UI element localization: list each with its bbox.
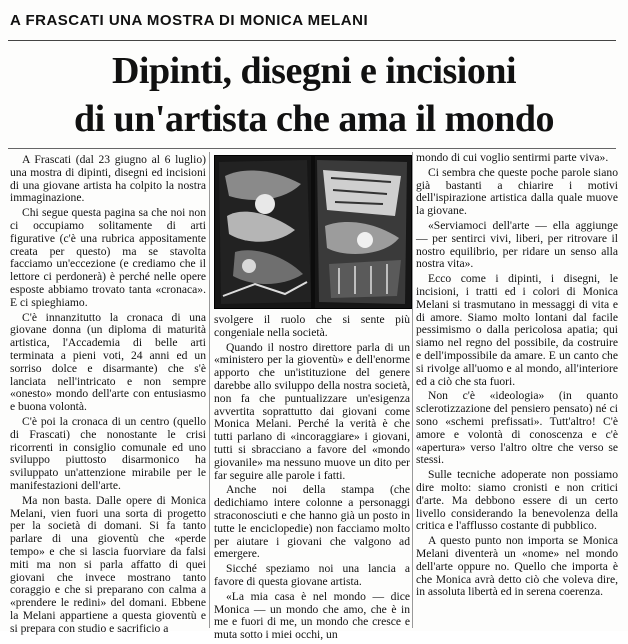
paragraph: Ma non basta. Dalle opere di Monica Melani, vien fuori una sorta di progetto per la società di domani. Si fa tanto parlare di una gioventù che «perde tempo» e che si lascia fuorviare da falsi miti ma non si parla affatto di quei giovani che invece mostrano tanto coraggio e che si preparano con calma a «prendere le redini» del domani. Ebbene la Melani appartiene a questa gioventù e si prepara con studio e sacrificio a <box>10 493 206 635</box>
paragraph: mondo di cui voglio sentirmi parte viva». <box>416 151 609 164</box>
kicker: A FRASCATI UNA MOSTRA DI MONICA MELANI <box>10 12 369 29</box>
paragraph: Sulle tecniche adoperate non possiamo dire molto: siamo cronisti e non critici d'arte. Ma debbono essere di un certo livello considerando la benevolenza della critica e l'afflusso costante di pubblico. <box>416 468 618 533</box>
abstract-artwork-icon <box>215 156 411 308</box>
paragraph: Ecco come i dipinti, i disegni, le incisioni, i tratti ed i colori di Monica Melani si trasmutano in messaggi di vita e di amore. Siamo molto lontani dal facile pessimismo o dalla pericolosa apatia; qui siamo nel regno del possibile, da costruire e dell'impossibile da amare. E un canto che si rivolge all'uomo e al mondo, all'interiore ed a ciò che sta fuori. <box>416 272 618 388</box>
paragraph: A Frascati (dal 23 giugno al 6 luglio) una mostra di dipinti, disegni ed incisioni di una giovane artista ha colpito la nostra immaginazione. <box>10 153 206 205</box>
paragraph: Non c'è «ideologia» (in quanto sclerotizzazione del pensiero pensato) né ci sono «schemi prefissati». Tutt'altro! C'è amore e volontà di conoscenza e c'è «apertura» verso l'altro oltre che verso se stessi. <box>416 389 618 467</box>
artwork-image <box>214 155 412 309</box>
paragraph: Sicché speziamo noi una lancia a favore di questa giovane artista. <box>214 562 410 588</box>
column-divider <box>209 152 210 628</box>
article-column-3 <box>416 152 618 601</box>
paragraph: A questo punto non importa se Monica Melani diventerà un «nome» nel mondo dell'arte oppure no. Quello che importa è che Monica avrà detto ciò che voleva dire, in assoluta libertà ed in serena coerenza. <box>416 534 618 599</box>
headline-line-1: Dipinti, disegni e incisioni <box>111 50 517 92</box>
headline-rule <box>8 148 616 149</box>
headline-line-2: di un'artista che ama il mondo <box>73 98 555 140</box>
article-column-2 <box>214 314 410 644</box>
paragraph: «La mia casa è nel mondo — dice Monica — un mondo che amo, che è in me e fuori di me, un mondo che cresce e muta sotto i miei occhi, un <box>214 589 410 642</box>
column-divider <box>412 152 413 628</box>
paragraph: C'è innanzitutto la cronaca di una giovane donna (un diploma di maturità artistica, l'Accademia di belle arti terminata a pieni voti, 24 anni ed un sorriso dolce e disarmante) che s'è lanciata nell'intricato e non sempre «onesto» mondo dell'arte con entusiasmo e buona volontà. <box>10 310 206 414</box>
paragraph: Chi segue questa pagina sa che noi non ci occupiamo solitamente di arti figurative (c'è una rubrica appositamente creata per questo) ma se stavolta facciamo un'eccezione (e crediamo che il lettore ci perdonerà) è perché nelle opere esposte abbiamo trovato tanta «cronaca». E ci spieghiamo. <box>10 206 206 309</box>
paragraph: C'è poi la cronaca di un centro (quello di Frascati) che nonostante le crisi ricorrenti in consiglio comunale ed uno sviluppo piuttosto disarmonico ha sviluppato un'attenzione mirabile per le manifestazioni dell'arte. <box>10 414 206 492</box>
paragraph: Anche noi della stampa (che dedichiamo intere colonne a personaggi straconosciuti e che hanno già un posto in tutte le enciclopedie) non facciamo molto per aiutare i giovani che valgono ad emergere. <box>214 483 410 561</box>
article-column-1 <box>10 154 206 637</box>
paragraph: Quando il nostro direttore parla di un «ministero per la gioventù» e dell'enorme apporto che un'istituzione del genere darebbe allo sviluppo della nostra società, non fa che puntualizzare un'esigenza avvertita soprattutto dai giovani come Monica Melani. Perché la verità è che tutti parlano di «incoraggiare» i giovani, tutti si sbracciano a favore del «mondo giovanile» ma nessuno muove un dito per far seguire alle parole i fatti. <box>214 340 410 482</box>
paragraph: Ci sembra che queste poche parole siano già bastanti a chiarire i motivi dell'ispirazione artistica dalla quale muove la giovane. <box>416 165 618 218</box>
top-rule <box>8 40 616 41</box>
paragraph: «Serviamoci dell'arte — ella aggiunge — per sentirci vivi, liberi, per ritrovare il nostro equilibrio, per ridare un senso alla nostra vita». <box>416 218 618 271</box>
paragraph: svolgere il ruolo che si sente più congeniale nella società. <box>214 313 410 339</box>
